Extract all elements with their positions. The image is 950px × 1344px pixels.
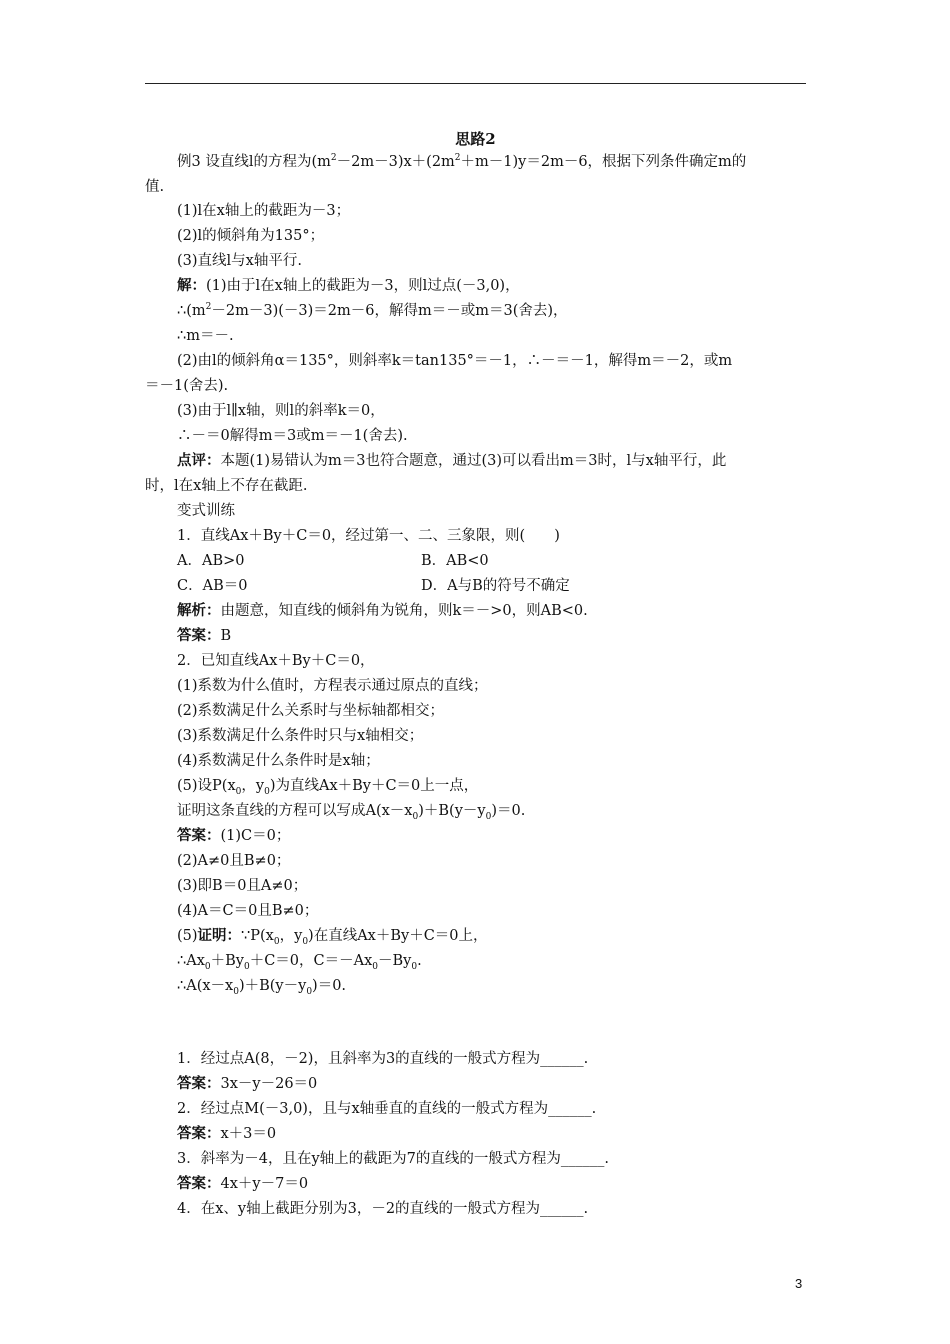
answer-2-part-5: (5)证明：$\because P(x_0$，$y_0$)在直线Ax＋By＋C＝0上， — [177, 927, 488, 947]
comment-label: 点评： — [177, 452, 221, 469]
page-number: 3 — [795, 1276, 803, 1291]
variant-heading: 变式训练 — [177, 503, 235, 519]
section-heading: 思路2 — [455, 130, 496, 148]
practice-question-3: 3．斜率为－4，且在y轴上的截距为7的直线的一般式方程为______. — [177, 1151, 609, 1167]
option-d: D．A与B的符号不确定 — [421, 578, 570, 594]
solution-line-7: ∴－＝0解得m＝3或m＝－1(舍去). — [177, 428, 408, 444]
answer-2-part-4: (4)A＝C＝0且B≠0； — [177, 903, 319, 919]
condition-1: (1)l在x轴上的截距为－3； — [177, 203, 351, 219]
proof-line-3: $\therefore A(x-x_0)+B(y-y_0)=0$. — [177, 978, 347, 997]
practice-question-2: 2．经过点M(－3,0)，且与x轴垂直的直线的一般式方程为______. — [177, 1101, 597, 1117]
question-1: 1．直线Ax＋By＋C＝0，经过第一、二、三象限，则( ) — [177, 528, 560, 544]
proof-label: 证明： — [197, 927, 242, 944]
solution-line-4: (2)由l的倾斜角α＝135°，则斜率k＝tan135°＝－1，∴－＝－1，解得m＝－2，或m — [177, 353, 733, 369]
question-2: 2．已知直线Ax＋By＋C＝0， — [177, 653, 375, 669]
question-2-part-3: (3)系数满足什么条件时只与x轴相交； — [177, 728, 424, 744]
proof-line-2: $\therefore Ax_0+By_0+C=0$，$C=-Ax_0-By_0$. — [177, 953, 422, 972]
analysis-label: 解析： — [177, 602, 221, 619]
answer-2-part-2: (2)A≠0且B≠0； — [177, 853, 291, 869]
comment-line-1: 点评：本题(1)易错认为m＝3也符合题意，通过(3)可以看出m＝3时，l与x轴平行，此 — [177, 452, 727, 469]
header-rule — [145, 83, 806, 84]
answer-line-1: 答案：B — [177, 627, 232, 644]
comment-line-2: 时，l在x轴上不存在截距. — [145, 478, 308, 494]
example-stem-cont: 值. — [145, 179, 165, 195]
answer-2-part-3: (3)即B＝0且A≠0； — [177, 878, 308, 894]
practice-answer-3: 答案：4x＋y－7＝0 — [177, 1175, 309, 1192]
solution-line-5: ＝－1(舍去). — [145, 378, 229, 394]
option-c: C．AB＝0 — [177, 578, 248, 594]
question-2-part-5-proof: 证明这条直线的方程可以写成$A(x-x_0)+B(y-y_0)=0$. — [177, 803, 526, 822]
example-stem-line: 例3 设直线l的方程为$(m^2-2m-3)x+(2m^2+m-1)y=2m-6$，根据下列条件确定m的 — [177, 153, 747, 170]
solution-line-2: $\therefore(m^2-2m-3)(-3)=2m-6$，解得m＝－或m＝3(舍去)， — [177, 302, 568, 319]
question-2-part-1: (1)系数为什么值时，方程表示通过原点的直线； — [177, 678, 488, 694]
question-2-part-5: (5)设$P(x_0$，$y_0$)为直线Ax＋By＋C＝0上一点， — [177, 778, 479, 797]
option-b: B．AB<0 — [421, 553, 489, 569]
solution-line-6: (3)由于l∥x轴，则l的斜率k＝0， — [177, 403, 385, 419]
practice-question-4: 4．在x、y轴上截距分别为3，－2的直线的一般式方程为______. — [177, 1201, 589, 1217]
question-2-part-2: (2)系数满足什么关系时与坐标轴都相交； — [177, 703, 445, 719]
answer-label: 答案： — [177, 627, 221, 644]
solution-line-1: 解：(1)由于l在x轴上的截距为－3，则l过点(－3,0)， — [177, 277, 520, 294]
condition-2: (2)l的倾斜角为135°； — [177, 228, 325, 244]
practice-question-1: 1．经过点A(8，－2)，且斜率为3的直线的一般式方程为______. — [177, 1051, 589, 1067]
practice-answer-2: 答案：x＋3＝0 — [177, 1125, 277, 1142]
practice-answer-1: 答案：3x－y－26＝0 — [177, 1075, 318, 1092]
question-2-part-4: (4)系数满足什么条件时是x轴； — [177, 753, 380, 769]
condition-3: (3)直线l与x轴平行. — [177, 253, 302, 269]
analysis-line: 解析：由题意，知直线的倾斜角为锐角，则k＝－>0，则AB<0. — [177, 602, 588, 619]
answer-line-2: 答案：(1)C＝0； — [177, 827, 291, 844]
solution-label: 解： — [177, 277, 206, 294]
option-a: A．AB>0 — [177, 553, 245, 569]
solution-line-3: ∴m＝－. — [177, 328, 234, 344]
